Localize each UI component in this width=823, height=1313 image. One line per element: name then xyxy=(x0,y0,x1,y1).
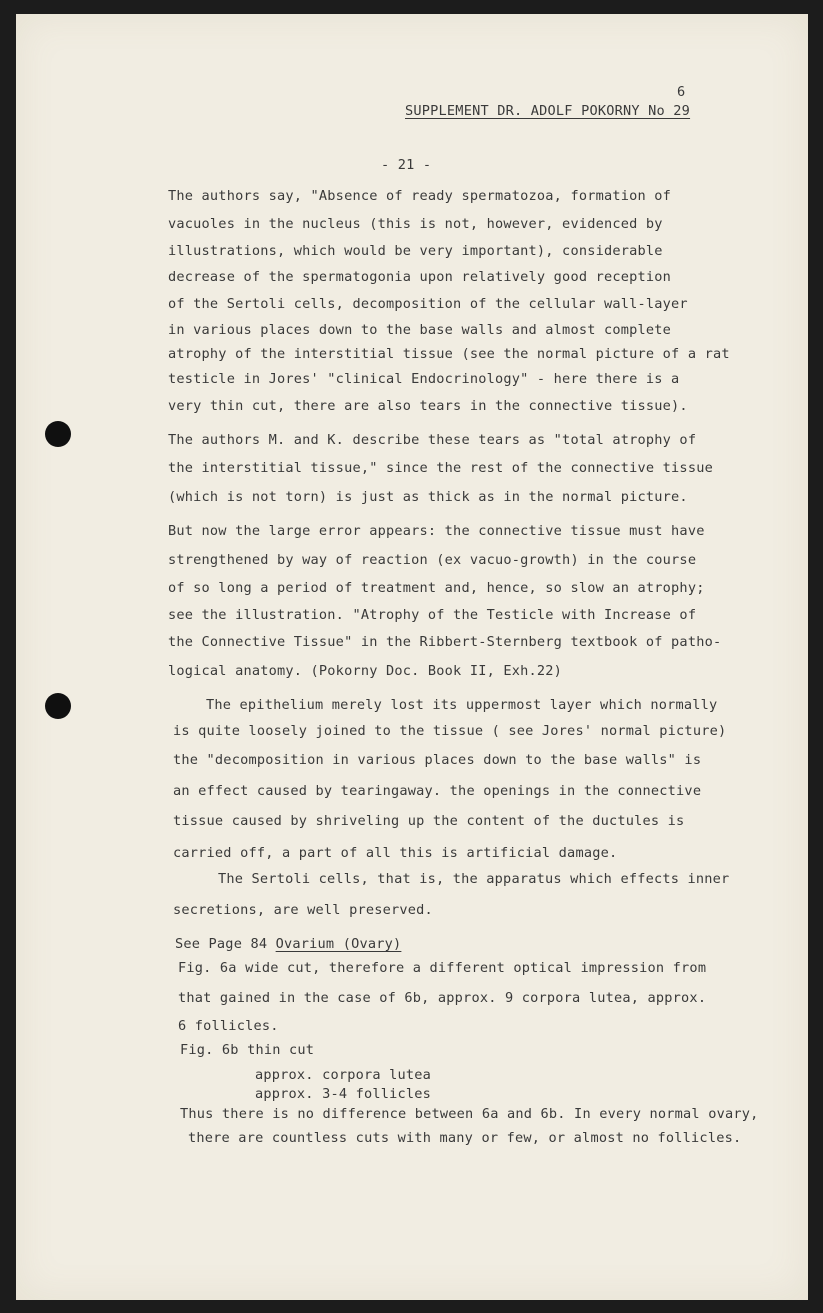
fig6a-line: that gained in the case of 6b, approx. 9 corpora lutea, approx. xyxy=(178,990,707,1006)
body-line: (which is not torn) is just as thick as in the normal picture. xyxy=(168,489,688,505)
body-line: decrease of the spermatogonia upon relatively good reception xyxy=(168,269,672,285)
body-line: secretions, are well preserved. xyxy=(173,902,433,918)
see-page-ref xyxy=(175,936,401,952)
body-line: The epithelium merely lost its uppermost layer which normally xyxy=(206,697,718,713)
body-line: But now the large error appears: the connective tissue must have xyxy=(168,523,705,539)
ovary-title: Ovarium (Ovary) xyxy=(275,936,402,952)
body-line: strengthened by way of reaction (ex vacuo-growth) in the course xyxy=(168,552,697,568)
body-line: logical anatomy. (Pokorny Doc. Book II, Exh.22) xyxy=(168,663,563,679)
page-label: - 21 - xyxy=(381,157,432,173)
page-number: 6 xyxy=(677,84,686,100)
body-line: in various places down to the base walls and almost complete xyxy=(168,322,672,338)
punch-hole-top xyxy=(45,421,71,447)
fig6a-line: 6 follicles. xyxy=(178,1018,279,1034)
body-line: The authors say, "Absence of ready spermatozoa, formation of xyxy=(168,188,672,204)
body-line: of so long a period of treatment and, hence, so slow an atrophy; xyxy=(168,580,705,596)
body-line: illustrations, which would be very important), considerable xyxy=(168,243,663,259)
body-line: an effect caused by tearingaway. the openings in the connective xyxy=(173,783,702,799)
body-line: the interstitial tissue," since the rest of the connective tissue xyxy=(168,460,713,476)
body-line: very thin cut, there are also tears in the connective tissue). xyxy=(168,398,688,414)
fig6b-line: Fig. 6b thin cut xyxy=(180,1042,315,1058)
body-line: testicle in Jores' "clinical Endocrinology" - here there is a xyxy=(168,371,680,387)
fig6b-item: approx. 3-4 follicles xyxy=(255,1086,432,1102)
fig6b-item: approx. corpora lutea xyxy=(255,1067,432,1083)
body-line: of the Sertoli cells, decomposition of the cellular wall-layer xyxy=(168,296,688,312)
body-line: The authors M. and K. describe these tears as "total atrophy of xyxy=(168,432,697,448)
body-line: is quite loosely joined to the tissue ( see Jores' normal picture) xyxy=(173,723,727,739)
body-line: The Sertoli cells, that is, the apparatus which effects inner xyxy=(218,871,730,887)
body-line: the "decomposition in various places down to the base walls" is xyxy=(173,752,702,768)
closing-line: there are countless cuts with many or few, or almost no follicles. xyxy=(188,1130,742,1146)
body-line: the Connective Tissue" in the Ribbert-Sternberg textbook of patho- xyxy=(168,634,722,650)
fig6a-line: Fig. 6a wide cut, therefore a different optical impression from xyxy=(178,960,707,976)
see-page-text: See Page 84 xyxy=(175,936,268,952)
body-line: tissue caused by shriveling up the content of the ductules is xyxy=(173,813,685,829)
closing-line: Thus there is no difference between 6a and 6b. In every normal ovary, xyxy=(180,1106,759,1122)
body-line: see the illustration. "Atrophy of the Testicle with Increase of xyxy=(168,607,697,623)
supplement-heading: SUPPLEMENT DR. ADOLF POKORNY No 29 xyxy=(405,103,691,119)
body-line: vacuoles in the nucleus (this is not, however, evidenced by xyxy=(168,216,663,232)
punch-hole-bottom xyxy=(45,693,71,719)
body-line: atrophy of the interstitial tissue (see the normal picture of a rat xyxy=(168,346,730,362)
body-line: carried off, a part of all this is artificial damage. xyxy=(173,845,618,861)
